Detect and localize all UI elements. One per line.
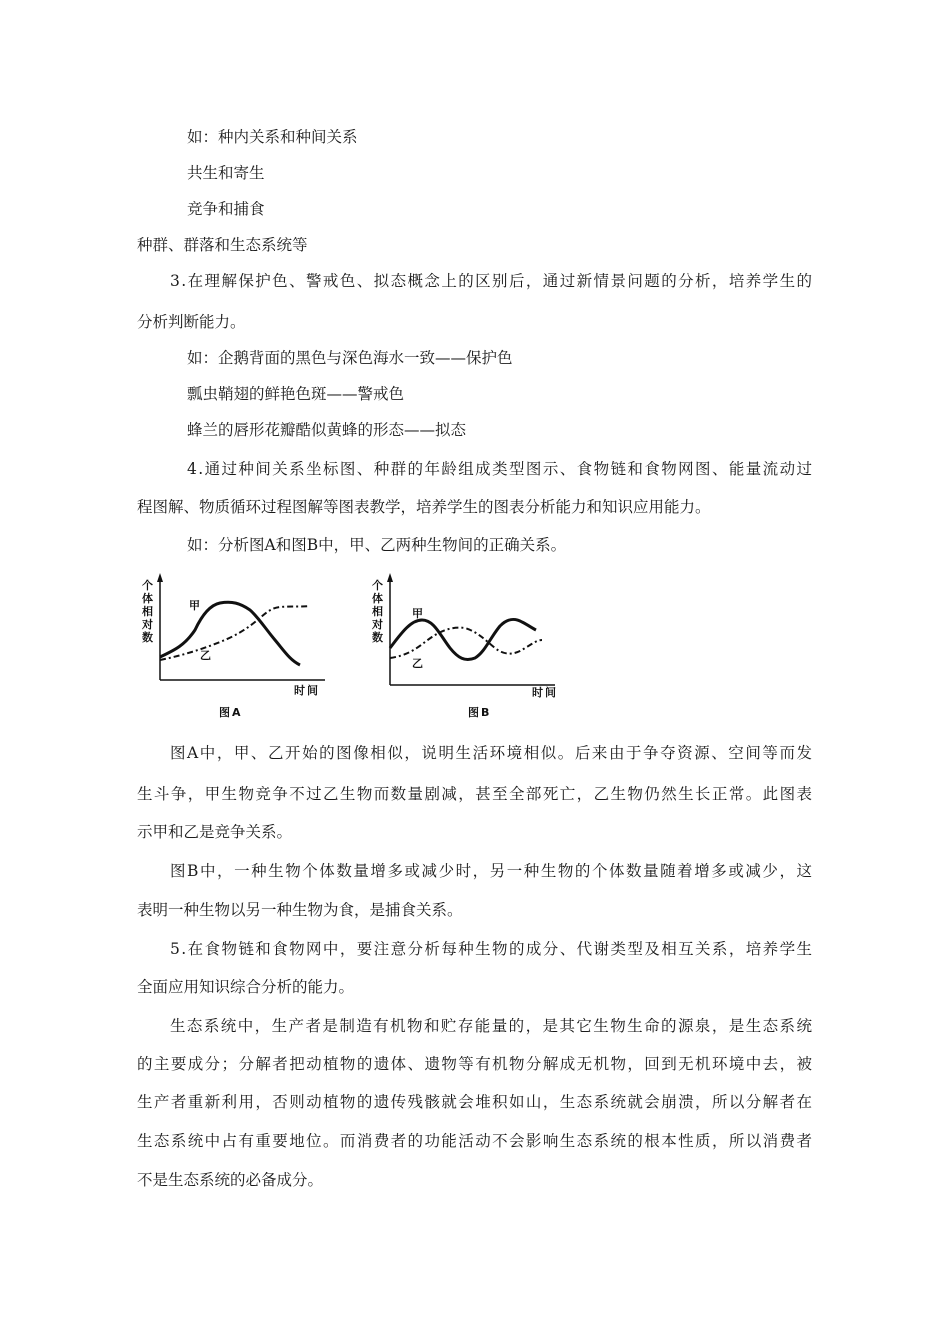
figure-b-xlabel-2: 间 (545, 686, 556, 699)
item3-line: 分析判断能力。 (137, 313, 246, 331)
item5-line: 5.在食物链和食物网中，要注意分析每种生物的成分、代谢类型及相互关系，培养学生 (170, 940, 814, 958)
figure-a-ylabel-2: 体 (142, 592, 153, 605)
eco-line: 生态系统中，生产者是制造有机物和贮存能量的，是其它生物生命的源泉，是生态系统 (170, 1017, 814, 1035)
eco-line: 不是生态系统的必备成分。 (137, 1171, 324, 1189)
figure-b-caption-2: B (481, 706, 490, 719)
item3-line: 3.在理解保护色、警戒色、拟态概念上的区别后，通过新情景问题的分析，培养学生的 (170, 272, 814, 290)
item3-example: 如：企鹅背面的黑色与深色海水一致——保护色 (187, 349, 513, 367)
intro-line: 种群、群落和生态系统等 (137, 236, 308, 254)
intro-line: 共生和寄生 (187, 164, 265, 182)
figure-b-ylabel-3: 相 (372, 605, 383, 618)
figure-a-curve-yi (160, 606, 310, 660)
figure-a-series-jia: 甲 (189, 599, 200, 612)
para-a-line: 示甲和乙是竞争关系。 (137, 823, 293, 841)
figure-b-y-arrow (387, 573, 393, 582)
figure-a-xlabel-1: 时 (294, 684, 305, 697)
figure-a-xlabel-2: 间 (307, 684, 318, 697)
figure-b (370, 570, 570, 720)
figure-a (140, 570, 340, 720)
figure-b-curve-jia (390, 619, 536, 659)
intro-line: 如：种内关系和种间关系 (187, 128, 358, 146)
para-a-line: 生斗争，甲生物竞争不过乙生物而数量剧减，甚至全部死亡，乙生物仍然生长正常。此图表 (137, 785, 814, 803)
figure-b-ylabel-5: 数 (372, 631, 383, 644)
eco-line: 生产者重新利用，否则动植物的遗传残骸就会堆积如山，生态系统就会崩溃，所以分解者在 (137, 1093, 814, 1111)
item4-example: 如：分析图A和图B中，甲、乙两种生物间的正确关系。 (187, 536, 567, 554)
figure-b-xlabel-1: 时 (532, 686, 543, 699)
figure-a-ylabel-5: 数 (142, 631, 153, 644)
figure-b-curve-yi (390, 628, 542, 658)
figure-a-ylabel-1: 个 (142, 579, 153, 592)
figure-a-caption-2: A (232, 706, 241, 719)
item5-line: 全面应用知识综合分析的能力。 (137, 978, 355, 996)
figure-a-series-yi: 乙 (200, 649, 211, 662)
figure-b-caption-1: 图 (468, 706, 479, 719)
para-b-line: 图B中，一种生物个体数量增多或减少时，另一种生物的个体数量随着增多或减少，这 (170, 862, 814, 880)
para-a-line: 图A中，甲、乙开始的图像相似，说明生活环境相似。后来由于争夺资源、空间等而发 (170, 744, 814, 762)
figure-a-ylabel-3: 相 (142, 605, 153, 618)
figure-a-caption-1: 图 (219, 706, 230, 719)
eco-line: 生态系统中占有重要地位。而消费者的功能活动不会影响生态系统的根本性质，所以消费者 (137, 1132, 814, 1150)
figure-b-series-yi: 乙 (412, 657, 423, 670)
item3-example: 蜂兰的唇形花瓣酷似黄蜂的形态——拟态 (187, 421, 467, 439)
item4-line: 4.通过种间关系坐标图、种群的年龄组成类型图示、食物链和食物网图、能量流动过 (187, 460, 814, 478)
intro-line: 竞争和捕食 (187, 200, 265, 218)
para-b-line: 表明一种生物以另一种生物为食，是捕食关系。 (137, 901, 463, 919)
item3-example: 瓢虫鞘翅的鲜艳色斑——警戒色 (187, 385, 405, 403)
figure-b-series-jia: 甲 (412, 607, 423, 620)
figure-b-ylabel-2: 体 (372, 592, 383, 605)
item4-line: 程图解、物质循环过程图解等图表教学，培养学生的图表分析能力和知识应用能力。 (137, 498, 711, 516)
figure-a-y-arrow (157, 573, 163, 582)
eco-line: 的主要成分；分解者把动植物的遗体、遗物等有机物分解成无机物，回到无机环境中去，被 (137, 1055, 814, 1073)
figure-a-curve-jia (160, 602, 300, 665)
figure-b-ylabel-1: 个 (372, 579, 383, 592)
figure-a-ylabel-4: 对 (142, 618, 153, 631)
figure-b-ylabel-4: 对 (372, 618, 383, 631)
